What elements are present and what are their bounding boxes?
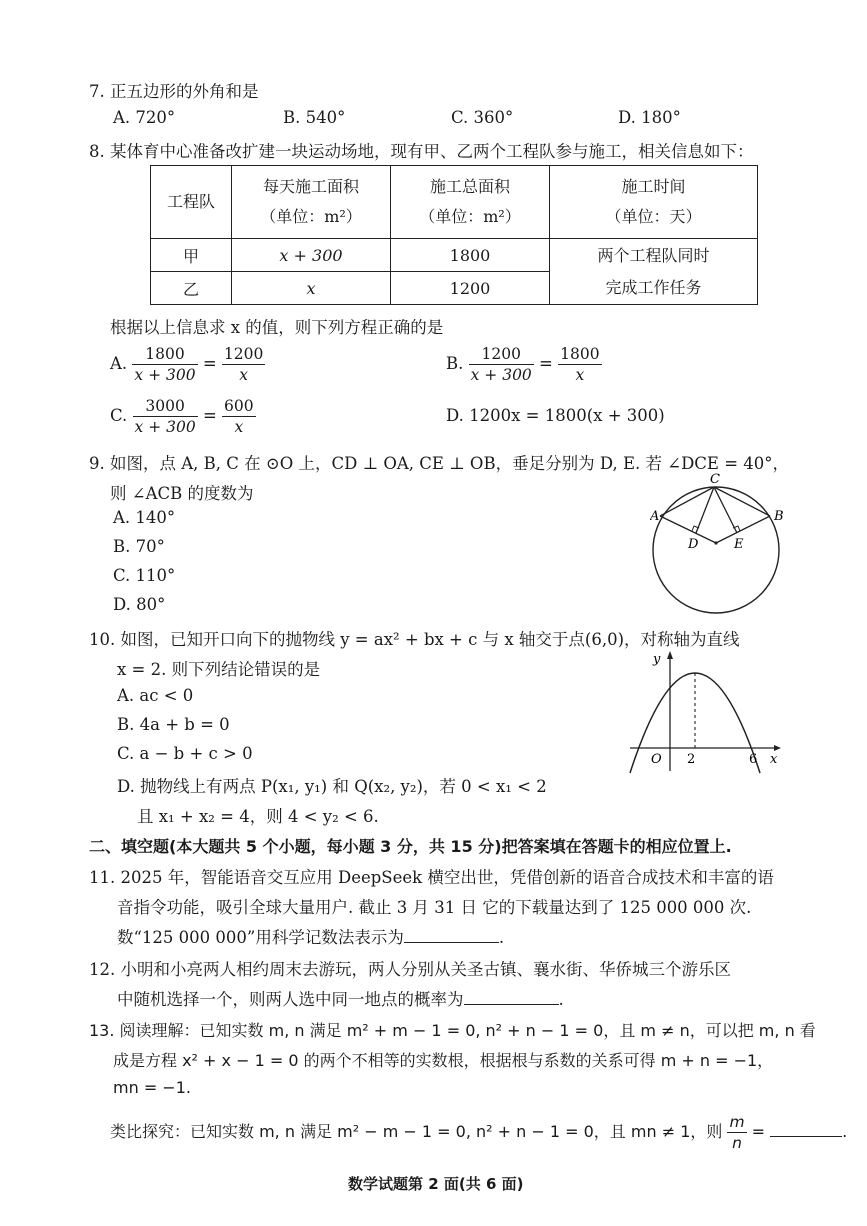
- q8-prompt: 根据以上信息求 x 的值，则下列方程正确的是: [110, 318, 444, 337]
- q9-option-b: B. 70°: [113, 537, 165, 556]
- page-footer: 数学试题第 2 面(共 6 面): [348, 1175, 524, 1193]
- q13-equals: =: [751, 1122, 766, 1141]
- q10-option-d-line2: 且 x₁ + x₂ = 4，则 4 < y₂ < 6.: [137, 807, 379, 826]
- q13-answer-blank[interactable]: [770, 1118, 842, 1137]
- q8-stem: 8. 某体育中心准备改扩建一块运动场地，现有甲、乙两个工程队参与施工，相关信息如下：: [89, 142, 754, 161]
- q12-end: .: [558, 990, 564, 1009]
- option-label: C.: [110, 406, 128, 425]
- table-header-daily-label: 每天施工面积: [262, 177, 359, 196]
- equals-sign: =: [202, 354, 217, 373]
- label-y: y: [653, 652, 661, 667]
- circle-o: [653, 487, 779, 613]
- q13-analogy: [110, 1112, 847, 1153]
- denominator: x: [234, 418, 244, 436]
- table-header-time-unit: （单位：天）: [605, 207, 702, 226]
- denominator: x + 300: [470, 366, 532, 384]
- q8-option-d: D. 1200x = 1800(x + 300): [446, 406, 665, 425]
- table-header-daily-unit: （单位：m²）: [260, 207, 362, 226]
- fraction: [222, 396, 256, 437]
- label-e: E: [734, 537, 744, 552]
- q11-line1: 11. 2025 年，智能语音交互应用 DeepSeek 横空出世，凭借创新的语音合成技术和丰富的语: [89, 868, 774, 887]
- row-team: 甲: [151, 239, 232, 272]
- q8-option-c: [110, 396, 256, 437]
- fraction: [558, 344, 601, 385]
- label-origin: O: [651, 752, 662, 767]
- q7-option-c: C. 360°: [451, 108, 514, 127]
- numerator: 3000: [133, 396, 198, 417]
- label-c: C: [710, 472, 720, 487]
- q13-line2: 成是方程 x² + x − 1 = 0 的两个不相等的实数根，根据根与系数的关系可得 m + n = −1，: [113, 1051, 774, 1070]
- q13-analogy-text: 类比探究：已知实数 m, n 满足 m² − m − 1 = 0, n² + n − 1 = 0，且 mn ≠ 1，则: [110, 1122, 723, 1141]
- fraction: [133, 396, 198, 437]
- time-note-line2: 完成工作任务: [605, 277, 702, 297]
- q11-end: .: [498, 928, 505, 947]
- numerator: 1200: [223, 345, 264, 363]
- label-x: x: [770, 752, 778, 767]
- denominator: n: [732, 1134, 742, 1152]
- q9-option-c: C. 110°: [113, 566, 176, 585]
- numerator: 600: [224, 397, 254, 415]
- segment-ac: [660, 487, 714, 516]
- equals-sign: =: [202, 406, 217, 425]
- table-header-daily: [232, 166, 391, 239]
- x-axis-arrow: [774, 745, 781, 751]
- numerator: 1800: [560, 345, 600, 363]
- q13-end: .: [842, 1122, 848, 1141]
- row-total: 1200: [391, 272, 550, 305]
- q10-stem-line1: 10. 如图，已知开口向下的抛物线 y = ax² + bx + c 与 x 轴交于点(6,0)，对称轴为直线: [89, 630, 740, 649]
- q11-answer-blank[interactable]: [404, 924, 499, 943]
- q9-stem-line1: 9. 如图，点 A, B, C 在 ⊙O 上，CD ⊥ OA, CE ⊥ OB，垂足分别为 D, E. 若 ∠DCE = 40°，: [89, 454, 790, 473]
- q9-circle-figure: [650, 468, 790, 618]
- q7-option-d: D. 180°: [618, 108, 681, 127]
- table-header-team: 工程队: [151, 166, 232, 239]
- q8-option-b: [446, 344, 602, 385]
- row-daily: x: [232, 272, 391, 305]
- q7-option-b: B. 540°: [283, 108, 346, 127]
- q10-stem-line2: x = 2. 则下列结论错误的是: [117, 660, 321, 679]
- time-note-line1: 两个工程队同时: [597, 245, 710, 265]
- fraction: [222, 344, 265, 385]
- q12-line2: [117, 986, 564, 1010]
- equals-sign: =: [539, 354, 553, 373]
- q9-stem-line2: 则 ∠ACB 的度数为: [110, 484, 254, 503]
- section-2-heading: 二、填空题(本大题共 5 个小题，每小题 3 分，共 15 分)把答案填在答题卡的相应位置上.: [89, 837, 732, 856]
- q13-line1: 13. 阅读理解：已知实数 m, n 满足 m² + m − 1 = 0, n² + n − 1 = 0，且 m ≠ n，可以把 m, n 看: [89, 1021, 816, 1040]
- center-o: [714, 541, 717, 544]
- option-label: A.: [110, 354, 128, 373]
- fraction: [469, 344, 534, 385]
- row-time-note: [550, 239, 758, 305]
- q8-option-a: [110, 344, 265, 385]
- table-header-time: [550, 166, 758, 239]
- label-six: 6: [749, 752, 758, 767]
- numerator: m: [729, 1113, 745, 1131]
- segment-bc: [714, 487, 770, 516]
- q10-option-d-line1: D. 抛物线上有两点 P(x₁, y₁) 和 Q(x₂, y₂)，若 0 < x₁ < 2: [117, 777, 547, 796]
- q7-option-a: A. 720°: [113, 108, 176, 127]
- q11-line3: [117, 924, 504, 948]
- denominator: x: [575, 366, 585, 384]
- q7-stem: 7. 正五边形的外角和是: [89, 82, 259, 101]
- q13-line3: mn = −1.: [113, 1078, 191, 1097]
- q10-parabola-figure: [625, 645, 785, 775]
- q10-option-a: A. ac < 0: [117, 686, 194, 705]
- denominator: x: [239, 366, 249, 384]
- label-d: D: [688, 537, 699, 552]
- q10-option-b: B. 4a + b = 0: [117, 715, 230, 734]
- label-two: 2: [687, 752, 696, 767]
- table-row: [151, 239, 758, 272]
- row-daily: x + 300: [232, 239, 391, 272]
- q12-answer-blank[interactable]: [464, 986, 559, 1005]
- q10-option-c: C. a − b + c > 0: [117, 744, 253, 763]
- q9-option-a: A. 140°: [113, 508, 176, 527]
- q9-option-d: D. 80°: [113, 595, 166, 614]
- numerator: 1200: [469, 344, 534, 365]
- numerator: 1800: [132, 344, 197, 365]
- q8-info-table: [150, 165, 758, 305]
- segment-cd: [696, 487, 714, 533]
- label-a: A: [650, 509, 660, 524]
- table-header-total: [391, 166, 550, 239]
- q12-line2-text: 中随机选择一个，则两人选中同一地点的概率为: [117, 990, 464, 1009]
- q11-line3-text: 数“125 000 000”用科学记数法表示为: [117, 928, 404, 947]
- q12-line1: 12. 小明和小亮两人相约周末去游玩，两人分别从关圣古镇、襄水街、华侨城三个游乐区: [89, 960, 731, 979]
- q11-line2: 音指令功能，吸引全球大量用户. 截止 3 月 31 日 它的下载量达到了 125 000 000 次.: [117, 898, 752, 917]
- q13-fraction: [727, 1112, 746, 1153]
- label-b: B: [774, 509, 784, 524]
- row-team: 乙: [151, 272, 232, 305]
- option-label: B.: [446, 354, 464, 373]
- row-total: 1800: [391, 239, 550, 272]
- table-header-total-unit: （单位：m²）: [419, 207, 521, 226]
- segment-ce: [714, 487, 737, 533]
- y-axis-arrow: [667, 651, 673, 659]
- fraction: [132, 344, 197, 385]
- denominator: x + 300: [134, 418, 196, 436]
- table-header-total-label: 施工总面积: [429, 177, 510, 196]
- table-header-time-label: 施工时间: [621, 177, 686, 196]
- denominator: x + 300: [134, 366, 196, 384]
